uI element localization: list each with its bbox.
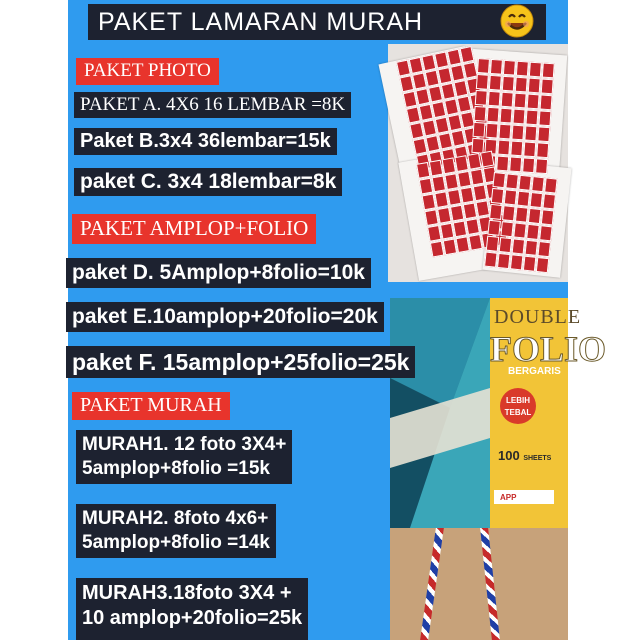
passport-photo-thumbnail: [455, 236, 469, 253]
passport-photo-thumbnail: [515, 207, 529, 223]
heading-paket-murah-text: PAKET MURAH: [80, 394, 222, 416]
passport-photo-thumbnail: [460, 187, 474, 204]
passport-photo-thumbnail: [450, 205, 464, 222]
murah2-line1: MURAH2. 8foto 4x6+: [82, 508, 269, 529]
passport-photo-thumbnail: [480, 151, 494, 168]
murah3-label: [76, 578, 308, 640]
passport-photo-thumbnail: [489, 75, 502, 91]
heading-paket-murah: [72, 392, 230, 420]
folio-bergaris-text: BERGARIS: [508, 366, 561, 377]
passport-photo-thumbnail: [466, 218, 480, 235]
passport-photo-thumbnail: [490, 59, 503, 75]
passport-photo-thumbnail: [447, 189, 461, 206]
passport-photo-thumbnail: [528, 208, 542, 224]
passport-photo-thumbnail: [424, 209, 438, 226]
paket-e-label: [66, 302, 384, 332]
badge-line2: TEBAL: [504, 408, 532, 417]
passport-photo-thumbnail: [440, 223, 454, 240]
paket-c-label: [74, 168, 342, 196]
passport-photo-thumbnail: [503, 60, 516, 76]
page-title-text: PAKET LAMARAN MURAH: [98, 8, 424, 36]
folio-count: [498, 448, 551, 463]
passport-photo-thumbnail: [486, 236, 500, 252]
heading-paket-amplop-folio: [72, 214, 316, 244]
lebih-tebal-badge: [500, 388, 536, 424]
paket-e-text: paket E.10amplop+20folio=20k: [72, 305, 378, 328]
passport-photo-thumbnail: [530, 192, 544, 208]
passport-photo-thumbnail: [430, 241, 444, 258]
passport-photo-thumbnail: [510, 254, 524, 270]
passport-photo-thumbnail: [476, 74, 489, 90]
murah2-label: [76, 504, 276, 558]
passport-photo-thumbnail: [476, 200, 490, 217]
passport-photo-thumbnail: [537, 126, 550, 142]
passport-photo-thumbnail: [536, 142, 549, 158]
heading-paket-photo: [76, 58, 219, 85]
murah3-line2: 10 amplop+20folio=25k: [82, 607, 303, 629]
folio-folio-text: FOLIO: [490, 329, 607, 369]
passport-photo-thumbnail: [544, 177, 558, 193]
passport-photo-thumbnail: [492, 172, 506, 188]
passport-photo-thumbnail: [538, 110, 551, 126]
folio-double-text: DOUBLE: [494, 306, 582, 328]
passport-photo-thumbnail: [537, 241, 551, 257]
passport-photo-thumbnail: [500, 221, 514, 237]
paket-f-label: [66, 346, 415, 378]
passport-photo-thumbnail: [531, 176, 545, 192]
passport-photo-thumbnail: [504, 189, 518, 205]
airmail-envelope-edge: [420, 528, 444, 640]
passport-photo-thumbnail: [468, 234, 482, 251]
passport-photo-thumbnail: [444, 173, 458, 190]
passport-photo-thumbnail: [477, 58, 490, 74]
passport-photo-thumbnail: [419, 178, 433, 195]
passport-photo-thumbnail: [487, 107, 500, 123]
passport-photo-thumbnail: [529, 62, 542, 78]
passport-photo-thumbnail: [541, 209, 555, 225]
passport-photo-thumbnail: [429, 160, 443, 177]
heading-paket-photo-text: PAKET PHOTO: [84, 60, 211, 81]
paket-b-label: [74, 128, 337, 155]
passport-photo-thumbnail: [527, 94, 540, 110]
passport-photo-thumbnail: [513, 222, 527, 238]
airmail-envelope-edge: [480, 528, 500, 640]
passport-photo-thumbnail: [513, 109, 526, 125]
paket-b-text: Paket B.3x4 36lembar=15k: [80, 130, 331, 152]
passport-photo-thumbnail: [501, 92, 514, 108]
passport-photo-thumbnail: [473, 184, 487, 201]
passport-photo-thumbnail: [542, 63, 555, 79]
murah1-line1: MURAH1. 12 foto 3X4+: [82, 434, 287, 455]
murah3-line1: MURAH3.18foto 3X4 +: [82, 582, 292, 604]
passport-photo-thumbnail: [514, 93, 527, 109]
passport-photo-thumbnail: [472, 122, 485, 138]
passport-photo-thumbnail: [541, 78, 554, 94]
passport-photo-thumbnail: [427, 225, 441, 242]
passport-photo-thumbnail: [487, 220, 501, 236]
passport-photo-thumbnail: [525, 240, 539, 256]
passport-photo-thumbnail: [454, 155, 468, 172]
double-folio-product-image: [390, 298, 607, 528]
heading-paket-amplop-folio-text: PAKET AMPLOP+FOLIO: [80, 216, 309, 240]
paket-f-text: paket F. 15amplop+25folio=25k: [72, 349, 410, 375]
folio-brand-logo: APP: [500, 493, 517, 502]
passport-photo-thumbnail: [540, 94, 553, 110]
murah2-line2: 5amplop+8folio =14k: [82, 531, 270, 553]
passport-photo-thumbnail: [467, 153, 481, 170]
murah1-line2: 5amplop+8folio =15k: [82, 457, 270, 479]
passport-photo-thumbnail: [539, 225, 553, 241]
passport-photo-thumbnail: [516, 61, 529, 77]
passport-photo-thumbnail: [491, 188, 505, 204]
passport-photo-thumbnail: [512, 238, 526, 254]
passport-photo-thumbnail: [523, 141, 536, 157]
passport-photo-thumbnail: [497, 253, 511, 269]
passport-photo-thumbnail: [510, 141, 523, 157]
paket-a-text: PAKET A. 4X6 16 LEMBAR =8K: [80, 94, 346, 115]
passport-photo-thumbnail: [485, 123, 498, 139]
murah1-label: [76, 430, 292, 484]
photo-sheets-image: [388, 44, 568, 282]
passport-photo-thumbnail: [523, 256, 537, 272]
passport-photo-thumbnail: [496, 156, 509, 172]
passport-photo-thumbnail: [511, 125, 524, 141]
paket-d-label: [66, 258, 371, 288]
paket-a-label: [74, 92, 351, 118]
passport-photo-thumbnail: [517, 191, 531, 207]
passport-photo-thumbnail: [525, 110, 538, 126]
passport-photo-thumbnail: [416, 162, 430, 179]
passport-photo-thumbnail: [502, 76, 515, 92]
passport-photo-thumbnail: [500, 108, 513, 124]
passport-photo-thumbnail: [536, 257, 550, 273]
passport-photo-thumbnail: [499, 237, 513, 253]
passport-photo-thumbnail: [528, 78, 541, 94]
badge-line1: LEBIH: [506, 396, 530, 405]
passport-photo-thumbnail: [470, 169, 484, 186]
passport-photo-thumbnail: [422, 193, 436, 210]
passport-photo-thumbnail: [443, 238, 457, 255]
passport-photo-thumbnail: [489, 204, 503, 220]
passport-photo-thumbnail: [498, 124, 511, 140]
envelopes-image: [390, 528, 568, 640]
passport-photo-thumbnail: [522, 157, 535, 173]
passport-photo-thumbnail: [437, 207, 451, 224]
passport-photo-thumbnail: [442, 157, 456, 174]
passport-photo-thumbnail: [453, 220, 467, 237]
folio-count-number: 100: [498, 448, 520, 463]
passport-photo-thumbnail: [524, 125, 537, 141]
passport-photo-thumbnail: [535, 158, 548, 174]
passport-photo-thumbnail: [488, 91, 501, 107]
passport-photo-thumbnail: [497, 140, 510, 156]
page-title: [88, 4, 546, 40]
passport-photo-thumbnail: [515, 77, 528, 93]
passport-photo-thumbnail: [463, 202, 477, 219]
passport-photo-thumbnail: [526, 224, 540, 240]
passport-photo-thumbnail: [474, 106, 487, 122]
paket-c-text: paket C. 3x4 18lembar=8k: [80, 170, 337, 193]
smiling-face-icon: [500, 4, 534, 38]
passport-photo-thumbnail: [475, 90, 488, 106]
passport-photo-thumbnail: [432, 175, 446, 192]
folio-count-unit: SHEETS: [523, 455, 552, 462]
passport-photo-thumbnail: [457, 171, 471, 188]
passport-photo-thumbnail: [542, 193, 556, 209]
passport-photo-thumbnail: [434, 191, 448, 208]
passport-photo-thumbnail: [502, 205, 516, 221]
passport-photo-thumbnail: [518, 175, 532, 191]
paket-d-text: paket D. 5Amplop+8folio=10k: [72, 261, 365, 284]
passport-photo-thumbnail: [509, 156, 522, 172]
passport-photo-thumbnail: [505, 173, 519, 189]
passport-photo-thumbnail: [484, 252, 498, 268]
